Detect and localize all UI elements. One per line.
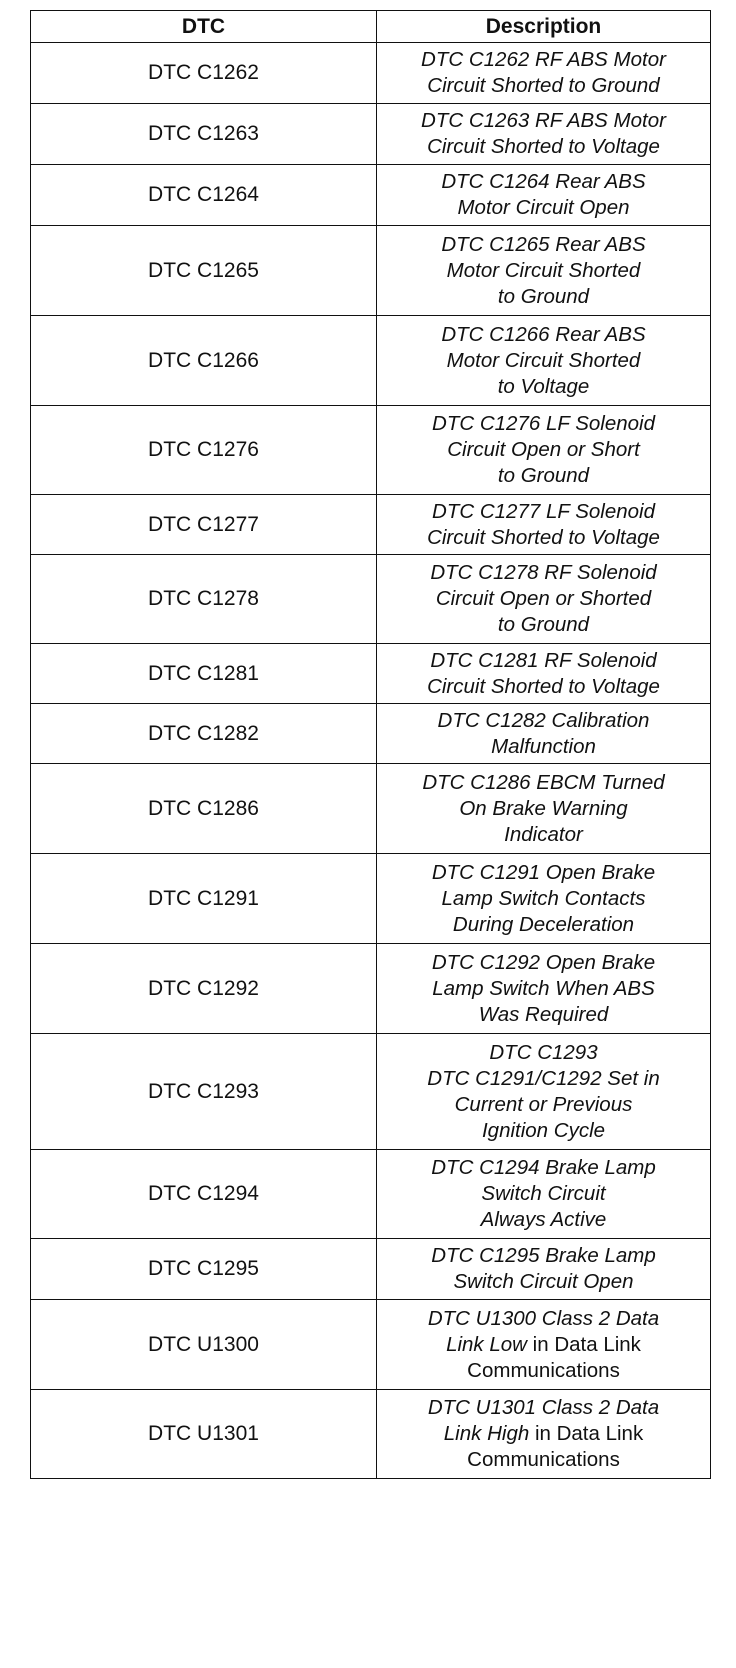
dtc-code-cell: DTC C1266 xyxy=(31,316,377,406)
description-line xyxy=(381,976,706,1002)
description-line xyxy=(381,258,706,284)
table-row xyxy=(31,406,711,495)
description-line xyxy=(381,499,706,525)
description-line xyxy=(381,232,706,258)
description-text: Indicator xyxy=(504,822,583,846)
dtc-code-cell: DTC U1300 xyxy=(31,1300,377,1390)
description-text: DTC U1301 Class 2 Data xyxy=(427,1396,660,1419)
table-row xyxy=(31,555,711,644)
table-row xyxy=(31,854,711,944)
description-line xyxy=(381,73,706,99)
description-text: DTC C1281 RF Solenoid xyxy=(430,648,657,672)
table-row xyxy=(31,316,711,406)
dtc-description-cell xyxy=(377,316,711,406)
description-text: DTC C1278 RF Solenoid xyxy=(430,561,657,584)
dtc-description-cell xyxy=(377,43,711,104)
description-text: DTC C1291/C1292 Set in xyxy=(427,1066,660,1090)
description-text: to Voltage xyxy=(497,374,590,398)
dtc-description-cell xyxy=(377,226,711,316)
table-row xyxy=(31,944,711,1034)
description-text: Current or Previous xyxy=(454,1092,633,1116)
description-text: Circuit Open or Shorted xyxy=(435,587,652,610)
table-row xyxy=(31,43,711,104)
description-text: Motor Circuit Open xyxy=(457,196,630,219)
description-line xyxy=(381,1066,706,1092)
description-line xyxy=(381,437,706,463)
description-text: DTC C1282 Calibration xyxy=(437,708,650,732)
table-row xyxy=(31,1300,711,1390)
table-row xyxy=(31,1390,711,1479)
description-text: DTC C1262 RF ABS Motor xyxy=(421,48,666,71)
dtc-description-cell xyxy=(377,1150,711,1239)
description-line xyxy=(381,1447,706,1473)
description-line xyxy=(381,586,706,612)
description-line xyxy=(381,374,706,400)
description-text: Link High xyxy=(443,1422,530,1445)
description-text: DTC C1277 LF Solenoid xyxy=(432,499,655,523)
table-row xyxy=(31,704,711,764)
dtc-code-cell: DTC C1294 xyxy=(31,1150,377,1239)
dtc-code-cell: DTC C1293 xyxy=(31,1034,377,1150)
description-line xyxy=(381,1332,706,1358)
description-line xyxy=(381,1155,706,1181)
table-row xyxy=(31,1150,711,1239)
description-text: Malfunction xyxy=(491,734,596,758)
description-line xyxy=(381,734,706,760)
table-row xyxy=(31,226,711,316)
description-text: DTC U1300 Class 2 Data xyxy=(427,1306,660,1330)
dtc-code-cell: DTC C1262 xyxy=(31,43,377,104)
description-line xyxy=(381,796,706,822)
description-text: DTC C1264 Rear ABS xyxy=(441,170,646,193)
table-row xyxy=(31,764,711,854)
description-text: DTC C1291 Open Brake xyxy=(431,860,656,884)
description-text: Switch Circuit xyxy=(481,1182,606,1205)
dtc-description-cell xyxy=(377,1300,711,1390)
description-text: to Ground xyxy=(497,284,590,308)
dtc-description-cell xyxy=(377,555,711,644)
description-text: in Data Link xyxy=(526,1332,641,1356)
description-line xyxy=(381,1181,706,1207)
description-text: During Deceleration xyxy=(452,912,635,936)
description-text: Circuit Shorted to Voltage xyxy=(427,525,660,549)
description-text: Lamp Switch When ABS xyxy=(432,976,655,1000)
description-text: Always Active xyxy=(480,1208,607,1231)
description-text: DTC C1294 Brake Lamp xyxy=(431,1156,656,1179)
description-text: DTC C1276 LF Solenoid xyxy=(432,412,655,435)
dtc-description-cell xyxy=(377,104,711,165)
dtc-code-cell: DTC C1291 xyxy=(31,854,377,944)
description-line xyxy=(381,47,706,73)
dtc-description-cell xyxy=(377,644,711,704)
table-row xyxy=(31,644,711,704)
description-text: DTC C1266 Rear ABS xyxy=(441,322,646,346)
description-line xyxy=(381,1358,706,1384)
dtc-code-cell: DTC C1292 xyxy=(31,944,377,1034)
description-line xyxy=(381,708,706,734)
dtc-code-cell: DTC C1278 xyxy=(31,555,377,644)
description-text: Lamp Switch Contacts xyxy=(441,886,646,910)
description-text: Link Low xyxy=(446,1332,527,1356)
description-text: Circuit Shorted to Voltage xyxy=(427,674,660,698)
description-line xyxy=(381,912,706,938)
description-text: DTC C1292 Open Brake xyxy=(431,950,656,974)
description-line xyxy=(381,348,706,374)
description-line xyxy=(381,1207,706,1233)
description-line xyxy=(381,648,706,674)
table-row xyxy=(31,165,711,226)
dtc-code-cell: DTC C1276 xyxy=(31,406,377,495)
description-line xyxy=(381,1306,706,1332)
description-line xyxy=(381,1092,706,1118)
description-line xyxy=(381,1395,706,1421)
description-text: to Ground xyxy=(497,464,590,487)
dtc-code-cell: DTC C1263 xyxy=(31,104,377,165)
dtc-code-cell: DTC C1277 xyxy=(31,495,377,555)
dtc-description-cell xyxy=(377,1239,711,1300)
description-text: Circuit Shorted to Ground xyxy=(427,74,660,97)
description-line xyxy=(381,1421,706,1447)
dtc-description-cell xyxy=(377,764,711,854)
description-line xyxy=(381,560,706,586)
dtc-code-cell: DTC C1265 xyxy=(31,226,377,316)
description-line xyxy=(381,1243,706,1269)
dtc-code-cell: DTC C1282 xyxy=(31,704,377,764)
description-text: Motor Circuit Shorted xyxy=(446,258,641,282)
table-row xyxy=(31,495,711,555)
description-text: Motor Circuit Shorted xyxy=(446,348,641,372)
dtc-description-cell xyxy=(377,704,711,764)
description-line xyxy=(381,860,706,886)
dtc-description-cell xyxy=(377,495,711,555)
description-text: DTC C1295 Brake Lamp xyxy=(431,1244,656,1267)
description-line xyxy=(381,822,706,848)
description-text: in Data Link xyxy=(529,1422,644,1445)
description-text: DTC C1286 EBCM Turned xyxy=(422,770,665,794)
table-row xyxy=(31,1034,711,1150)
description-line xyxy=(381,411,706,437)
dtc-description-cell xyxy=(377,944,711,1034)
description-line xyxy=(381,770,706,796)
description-text: Communications xyxy=(467,1448,620,1471)
dtc-description-cell xyxy=(377,854,711,944)
dtc-code-cell: DTC C1281 xyxy=(31,644,377,704)
dtc-code-cell: DTC U1301 xyxy=(31,1390,377,1479)
description-line xyxy=(381,674,706,700)
dtc-table xyxy=(30,10,711,1479)
description-text: Switch Circuit Open xyxy=(453,1270,634,1293)
description-line xyxy=(381,886,706,912)
description-text: DTC C1263 RF ABS Motor xyxy=(421,109,666,132)
description-line xyxy=(381,612,706,638)
description-line xyxy=(381,195,706,221)
description-text: to Ground xyxy=(497,613,590,636)
dtc-code-cell: DTC C1264 xyxy=(31,165,377,226)
description-text: Circuit Open or Short xyxy=(447,438,640,461)
dtc-code-cell: DTC C1286 xyxy=(31,764,377,854)
dtc-code-cell: DTC C1295 xyxy=(31,1239,377,1300)
description-line xyxy=(381,1118,706,1144)
description-line xyxy=(381,1002,706,1028)
description-line xyxy=(381,950,706,976)
dtc-description-cell xyxy=(377,406,711,495)
header-description: Description xyxy=(377,11,711,43)
description-line xyxy=(381,169,706,195)
description-line xyxy=(381,108,706,134)
description-text: DTC C1265 Rear ABS xyxy=(441,232,646,256)
description-text: Communications xyxy=(467,1358,620,1382)
description-text: Circuit Shorted to Voltage xyxy=(427,135,660,158)
description-line xyxy=(381,134,706,160)
description-text: On Brake Warning xyxy=(459,796,628,820)
dtc-description-cell xyxy=(377,1034,711,1150)
description-text: DTC C1293 xyxy=(489,1040,598,1064)
table-row xyxy=(31,104,711,165)
description-line xyxy=(381,1269,706,1295)
dtc-description-cell xyxy=(377,1390,711,1479)
table-header-row xyxy=(31,11,711,43)
description-line xyxy=(381,525,706,551)
description-line xyxy=(381,322,706,348)
description-text: Was Required xyxy=(478,1002,609,1026)
description-line xyxy=(381,463,706,489)
header-dtc: DTC xyxy=(31,11,377,43)
description-line xyxy=(381,284,706,310)
dtc-description-cell xyxy=(377,165,711,226)
description-text: Ignition Cycle xyxy=(481,1118,606,1142)
description-line xyxy=(381,1040,706,1066)
table-row xyxy=(31,1239,711,1300)
table-body xyxy=(31,43,711,1479)
